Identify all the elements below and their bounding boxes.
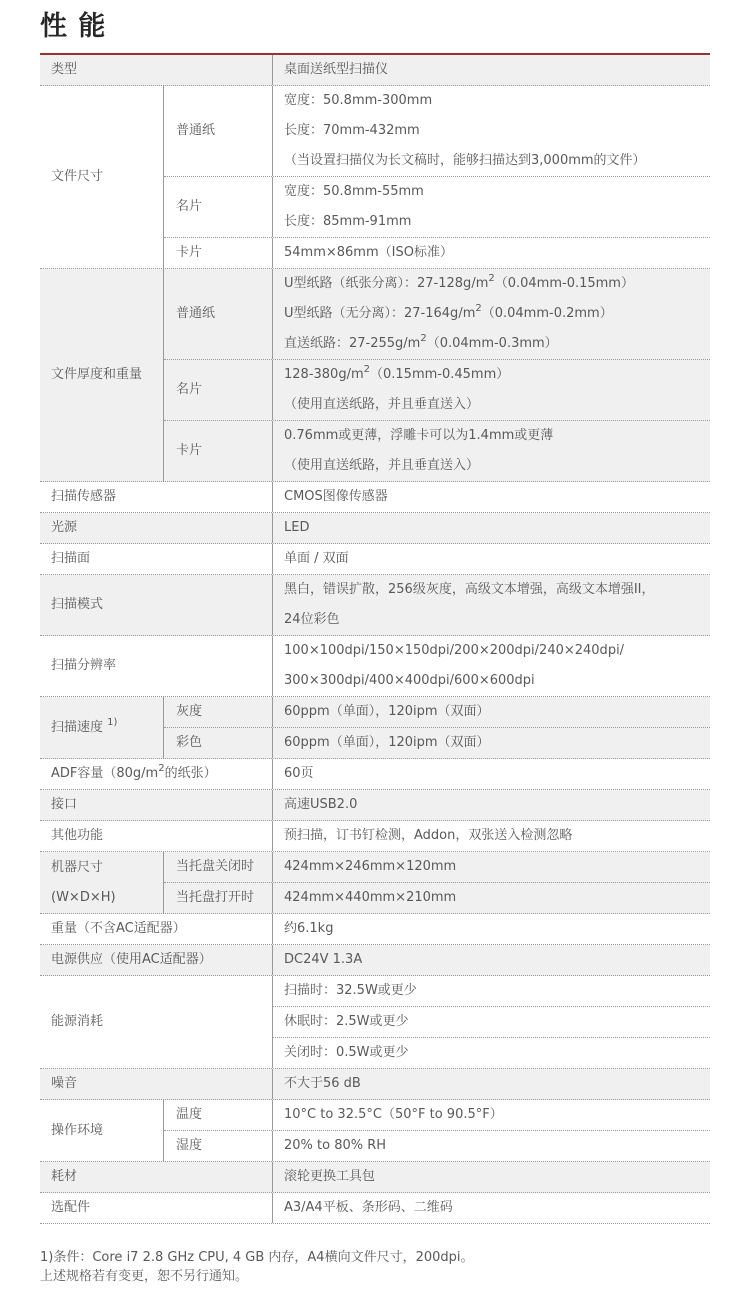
- spec-row: [40, 759, 710, 790]
- value-line: 不大于56 dB: [284, 1076, 361, 1091]
- row-label: [40, 821, 272, 851]
- value-line: 直送纸路：$27-255g/m^2(0.04mm-0.3mm)$: [284, 333, 558, 351]
- value-line: 扫描时：32.5W或更少: [284, 983, 417, 998]
- sub-label: [164, 697, 272, 727]
- value-cell: [272, 945, 710, 975]
- sub-label-line: 名片: [176, 382, 203, 397]
- spec-row: [40, 513, 710, 544]
- row-label-line: 扫描模式: [51, 597, 104, 612]
- spec-sub-row: [164, 237, 710, 268]
- value-section: [273, 1037, 710, 1068]
- sub-label: [164, 238, 272, 268]
- sub-label: [164, 360, 272, 420]
- value-line: 24位彩色: [284, 612, 340, 627]
- value-section: [273, 976, 710, 1006]
- spec-sub-row: [164, 1130, 710, 1161]
- spec-row: [40, 914, 710, 945]
- spec-row: [40, 1162, 710, 1193]
- value-section: [273, 1006, 710, 1037]
- value-line: 60页: [284, 766, 314, 781]
- sub-label-line: 当托盘关闭时: [176, 859, 255, 874]
- value-cell: [272, 1162, 710, 1192]
- row-label-line: 接口: [51, 797, 78, 812]
- row-label: [40, 852, 163, 913]
- spec-row: [40, 482, 710, 513]
- spec-table: [40, 55, 710, 1224]
- value-line: U型纸路（纸张分离）：$27-128g/m^2(0.04mm-0.15mm)$: [284, 273, 634, 291]
- value-line: 长度：70mm-432mm: [284, 123, 420, 138]
- sub-rows: [163, 269, 710, 481]
- row-label-line: 电源供应（使用AC适配器）: [51, 952, 212, 967]
- row-label-line: 噪音: [51, 1076, 78, 1091]
- spec-row: [40, 697, 710, 759]
- sub-rows: [163, 852, 710, 913]
- spec-sub-row: [164, 882, 710, 913]
- value-line: LED: [284, 520, 310, 535]
- value-cell: [272, 513, 710, 543]
- row-label-line: 扫描分辨率: [51, 658, 117, 673]
- value-cell: [272, 636, 710, 696]
- spec-row: [40, 1069, 710, 1100]
- row-label-line: ADF容量（$80g/m^2$的纸张）: [51, 763, 217, 781]
- value-line: 20% to 80% RH: [284, 1138, 387, 1153]
- value-line: （使用直送纸路，并且垂直送入）: [284, 397, 480, 412]
- spec-sub-row: [164, 1100, 710, 1130]
- sub-label-line: 卡片: [176, 443, 203, 458]
- value-line: 300×300dpi/400×400dpi/600×600dpi: [284, 673, 535, 688]
- value-cell: [272, 177, 710, 237]
- value-line: 高速USB2.0: [284, 797, 358, 812]
- sub-label-line: 卡片: [176, 245, 203, 260]
- value-line: U型纸路（无分离）：$27-164g/m^2(0.04mm-0.2mm)$: [284, 303, 613, 321]
- row-label-line: 重量（不含AC适配器）: [51, 921, 186, 936]
- value-cell: [272, 544, 710, 574]
- sub-label-line: 普通纸: [176, 306, 216, 321]
- sub-label-line: 普通纸: [176, 123, 216, 138]
- value-cell: [272, 1131, 710, 1161]
- sub-label-line: 灰度: [176, 704, 203, 719]
- value-line: DC24V 1.3A: [284, 952, 363, 967]
- row-label: [40, 1069, 272, 1099]
- row-label: [40, 55, 272, 85]
- row-label-line: 光源: [51, 520, 78, 535]
- row-label-line: (W×D×H): [51, 889, 116, 905]
- value-cell: [272, 482, 710, 512]
- value-cell: [272, 852, 710, 882]
- row-label-line: 能源消耗: [51, 1014, 104, 1029]
- spec-row: [40, 976, 710, 1069]
- value-cell: [272, 1100, 710, 1130]
- footnote-condition: 1)条件：Core i7 2.8 GHz CPU, 4 GB 内存，A4横向文件尺寸，200dpi。: [40, 1250, 474, 1265]
- value-line: 单面 / 双面: [284, 551, 349, 566]
- spec-row: [40, 852, 710, 914]
- value-cell: [272, 790, 710, 820]
- spec-row: [40, 945, 710, 976]
- spec-row: [40, 821, 710, 852]
- row-label-line: 选配件: [51, 1200, 91, 1215]
- value-cell: [272, 883, 710, 913]
- value-line: 424mm×246mm×120mm: [284, 859, 457, 874]
- sub-label: [164, 883, 272, 913]
- row-label-line: 类型: [51, 62, 78, 77]
- sub-label-line: 湿度: [176, 1138, 203, 1153]
- footnote-disclaimer: 上述规格若有变更，恕不另行通知。: [40, 1269, 249, 1284]
- row-label-line: 扫描传感器: [51, 489, 117, 504]
- value-line: 预扫描，订书钉检测，Addon，双张送入检测忽略: [284, 828, 573, 843]
- spec-sub-row: [164, 359, 710, 420]
- sub-label: [164, 728, 272, 758]
- value-line: 约6.1kg: [284, 921, 334, 936]
- row-label-line: 其他功能: [51, 828, 104, 843]
- value-line: 100×100dpi/150×150dpi/200×200dpi/240×240dpi/: [284, 643, 625, 658]
- value-line: 宽度：50.8mm-55mm: [284, 184, 424, 199]
- value-cell: [272, 575, 710, 635]
- spec-sub-row: [164, 86, 710, 176]
- spec-sub-row: [164, 852, 710, 882]
- row-label-line: 操作环境: [51, 1122, 104, 1138]
- value-line: （当设置扫描仪为长文稿时，能够扫描达到3,000mm的文件）: [284, 153, 646, 168]
- page-title: 性 能: [40, 11, 107, 42]
- value-line: 关闭时：0.5W或更少: [284, 1045, 409, 1060]
- spec-row: [40, 544, 710, 575]
- spec-row: [40, 55, 710, 86]
- value-cell: [272, 1193, 710, 1223]
- sub-label: [164, 269, 272, 359]
- row-label: [40, 269, 163, 481]
- spec-sub-row: [164, 269, 710, 359]
- sub-label: [164, 1100, 272, 1130]
- sub-label: [164, 1131, 272, 1161]
- spec-row: [40, 1100, 710, 1162]
- row-label: [40, 1193, 272, 1223]
- spec-row: [40, 269, 710, 482]
- value-line: A3/A4平板、条形码、二维码: [284, 1200, 453, 1215]
- row-label: [40, 914, 272, 944]
- sub-label-line: 彩色: [176, 735, 203, 750]
- spec-sub-row: [164, 420, 710, 481]
- sub-label: [164, 177, 272, 237]
- row-label-line: 扫描面: [51, 551, 91, 566]
- value-cell: [272, 759, 710, 789]
- spec-row: [40, 636, 710, 697]
- value-line: 休眠时：2.5W或更少: [284, 1014, 409, 1029]
- value-line: （使用直送纸路，并且垂直送入）: [284, 458, 480, 473]
- value-line: 60ppm（单面），120ipm（双面）: [284, 704, 490, 719]
- value-cell: [272, 360, 710, 420]
- row-label: [40, 482, 272, 512]
- row-label-line: 文件尺寸: [51, 169, 104, 184]
- value-cell: [272, 728, 710, 758]
- row-label: [40, 1162, 272, 1192]
- row-label: [40, 86, 163, 268]
- value-cell: [272, 976, 710, 1068]
- value-cell: [272, 1069, 710, 1099]
- row-label-line: 扫描速度 $^{1)}$: [51, 716, 118, 735]
- value-cell: [272, 269, 710, 359]
- row-label: [40, 976, 272, 1068]
- spec-row: [40, 1193, 710, 1224]
- value-line: 桌面送纸型扫描仪: [284, 62, 389, 77]
- row-label: [40, 575, 272, 635]
- row-label-line: 耗材: [51, 1169, 78, 1184]
- row-label-line: 机器尺寸: [51, 859, 104, 875]
- row-label: [40, 544, 272, 574]
- sub-label: [164, 852, 272, 882]
- sub-rows: [163, 697, 710, 758]
- row-label: [40, 636, 272, 696]
- row-label: [40, 945, 272, 975]
- value-line: 宽度：50.8mm-300mm: [284, 93, 433, 108]
- value-cell: [272, 55, 710, 85]
- value-line: 10°C to 32.5°C（50°F to 90.5°F）: [284, 1107, 503, 1122]
- spec-row: [40, 790, 710, 821]
- sub-label-line: 温度: [176, 1107, 203, 1122]
- sub-label: [164, 86, 272, 176]
- value-cell: [272, 697, 710, 727]
- value-cell: [272, 821, 710, 851]
- value-cell: [272, 914, 710, 944]
- sub-rows: [163, 86, 710, 268]
- spec-sub-row: [164, 727, 710, 758]
- row-label: [40, 790, 272, 820]
- value-line: $128-380g/m^2(0.15mm-0.45mm)$: [284, 364, 510, 382]
- row-label: [40, 1100, 163, 1161]
- row-label: [40, 697, 163, 758]
- value-line: CMOS图像传感器: [284, 489, 388, 504]
- row-label: [40, 759, 272, 789]
- value-line: 54mm×86mm（ISO标准）: [284, 245, 453, 260]
- spec-row: [40, 86, 710, 269]
- value-line: 黑白，错误扩散，256级灰度，高级文本增强，高级文本增强II，: [284, 582, 655, 597]
- sub-label: [164, 421, 272, 481]
- value-line: 60ppm（单面），120ipm（双面）: [284, 735, 490, 750]
- spec-sub-row: [164, 176, 710, 237]
- value-line: 长度：85mm-91mm: [284, 214, 412, 229]
- value-line: 滚轮更换工具包: [284, 1169, 376, 1184]
- sub-label-line: 当托盘打开时: [176, 890, 255, 905]
- sub-rows: [163, 1100, 710, 1161]
- spec-row: [40, 575, 710, 636]
- footnotes: [40, 1248, 710, 1286]
- value-line: 0.76mm或更薄，浮雕卡可以为1.4mm或更薄: [284, 428, 554, 443]
- value-line: 424mm×440mm×210mm: [284, 890, 457, 905]
- value-cell: [272, 421, 710, 481]
- value-cell: [272, 238, 710, 268]
- sub-label-line: 名片: [176, 199, 203, 214]
- spec-sub-row: [164, 697, 710, 727]
- value-cell: [272, 86, 710, 176]
- row-label: [40, 513, 272, 543]
- row-label-line: 文件厚度和重量: [51, 367, 143, 382]
